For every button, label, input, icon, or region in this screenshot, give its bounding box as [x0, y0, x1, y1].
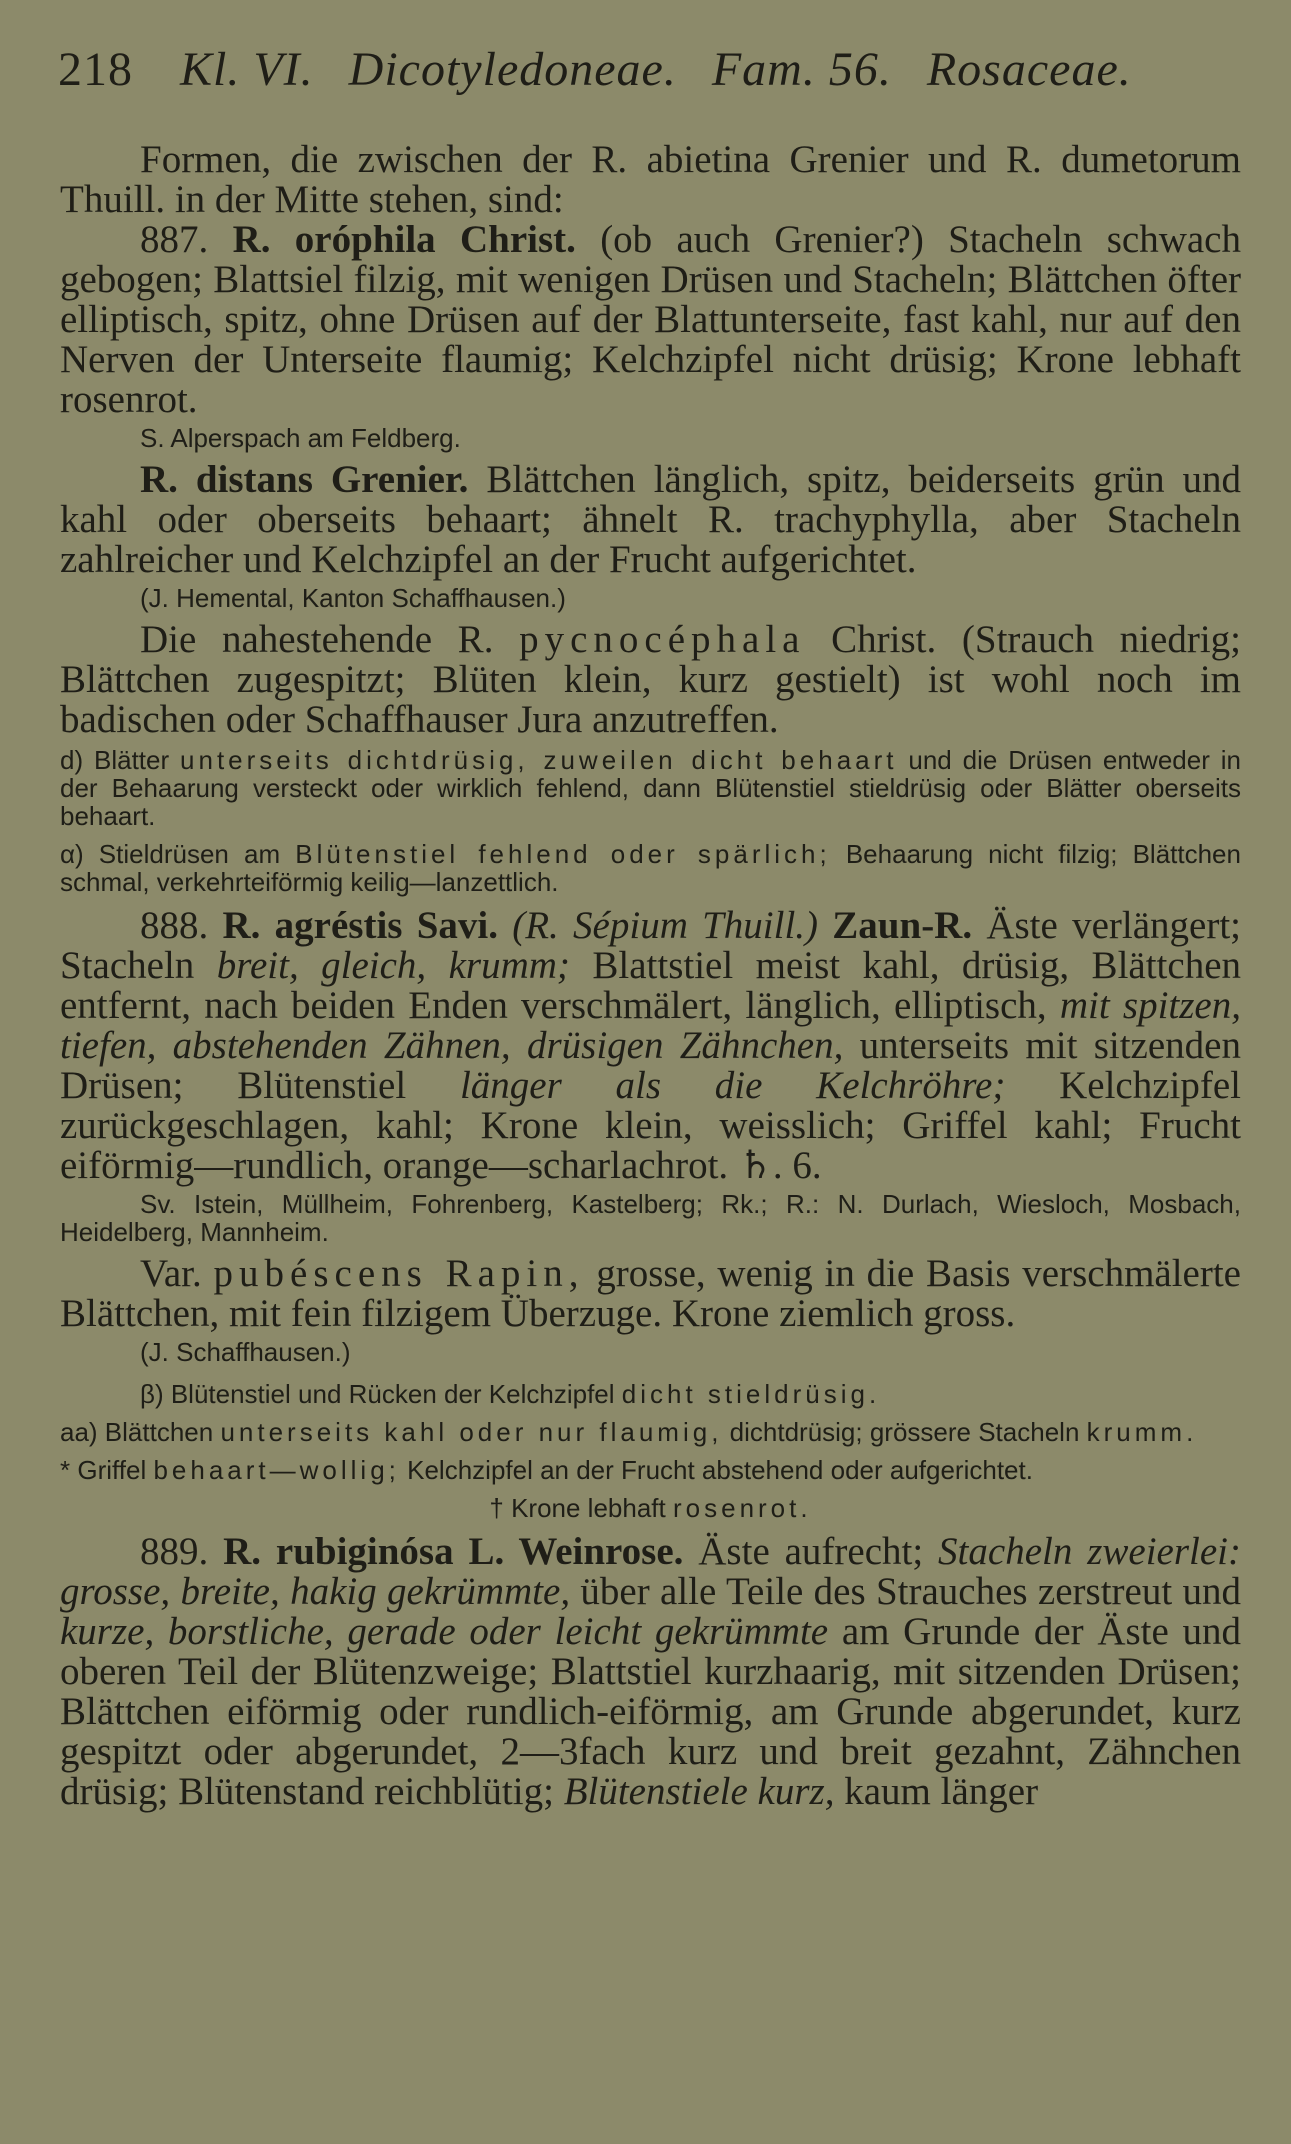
key-text: * Griffel [60, 1455, 147, 1485]
entry-text: über alle Teile des Strauches zerstreut und [580, 1570, 1242, 1613]
key-star [60, 1456, 1241, 1484]
entry-text: Var. [140, 1252, 202, 1295]
key-text-spaced: dicht stieldrüsig. [621, 1379, 881, 1409]
key-dagger [60, 1494, 1241, 1522]
entry-889 [60, 1532, 1241, 1812]
locality: Sv. Istein, Müllheim, Fohrenberg, Kastelberg; Rk.; R.: N. Durlach, Wiesloch, Mosbach, Heidelberg, Mannheim. [60, 1189, 1241, 1247]
entry-text: Äste aufrecht; [698, 1530, 924, 1573]
entry-italic: länger als die Kelchröhre; [459, 1064, 1006, 1107]
key-d [60, 746, 1241, 830]
synonym: (R. Sépium Thuill.) [512, 904, 819, 947]
page-number: 218 [58, 43, 133, 96]
entry-text: unterseits mit sitzenden Drüsen; Blütenstiel [60, 1024, 1241, 1107]
key-text: † Krone lebhaft [489, 1493, 666, 1523]
entry-text: Blattstiel meist kahl, drüsig, Blättchen entfernt, nach beiden Enden verschmälert, länglich, elliptisch, [60, 944, 1242, 1027]
locality: (J. Schaffhausen.) [140, 1337, 351, 1367]
key-aa [60, 1418, 1241, 1446]
running-header [58, 42, 1241, 98]
entry-text: (ob auch Grenier?) Stacheln schwach gebogen; Blattsiel filzig, mit wenigen Drüsen und Stacheln; Blättchen öfter elliptisch, spitz, ohne Drüsen auf der Blattunterseite, fast kahl, nur auf den Nerven der Unterseite flaumig; Kelchzipfel nicht drüsig; Krone lebhaft rosenrot. [60, 218, 1241, 421]
key-text-spaced: rosenrot. [672, 1493, 812, 1523]
key-alpha [60, 840, 1241, 896]
entry-text: grosse, wenig in die Basis verschmälerte Blättchen, mit fein filzigem Überzuge. Krone ziemlich gross. [60, 1252, 1241, 1335]
entry-number: 888. [140, 904, 209, 947]
locality: S. Alperspach am Feldberg. [140, 423, 461, 453]
key-beta [60, 1380, 1241, 1408]
header-subclass: Dicotyledoneae. [348, 43, 677, 96]
entry-text: Christ. (Strauch niedrig; Blättchen zugespitzt; Blüten klein, kurz gestielt) ist wohl noch im badischen oder Schaffhauser Jura anzutreffen. [60, 618, 1241, 741]
key-text: α) Stieldrüsen am [60, 839, 281, 869]
key-text: dichtdrüsig; grössere Stacheln [729, 1417, 1080, 1447]
entry-pycnocephala [60, 620, 1241, 740]
entry-number: 887. [140, 218, 209, 261]
species-name: pycnocéphala [519, 618, 806, 661]
shrub-symbol: ♄. 6. [737, 1144, 822, 1187]
entry-text: Kelchzipfel zurückgeschlagen, kahl; Krone klein, weisslich; Griffel kahl; Frucht eiförmig—rundlich, orange—scharlachrot. [60, 1064, 1242, 1187]
entry-italic: breit, gleich, krumm; [216, 944, 570, 987]
entry-number: 889. [140, 1530, 209, 1573]
key-text: aa) Blättchen [60, 1417, 214, 1447]
header-class: Kl. VI. [180, 43, 314, 96]
key-text-spaced: krumm. [1086, 1417, 1198, 1447]
species-name: R. distans Grenier. [140, 458, 469, 501]
entry-text: am Grunde der Äste und oberen Teil der Blütenzweige; Blattstiel kurzhaarig, mit sitzenden Drüsen; Blättchen eiförmig oder rundlich-eiförmig, am Grunde abgerundet, kurz gespitzt oder abgerundet, 2—3fach kurz und breit gezahnt, Zähnchen drüsig; Blütenstand reichblütig; [60, 1610, 1242, 1813]
entry-text: kaum länger [844, 1770, 1039, 1813]
key-text-spaced: unterseits dichtdrüsig, zuweilen dicht behaart [180, 745, 898, 775]
intro-paragraph: Formen, die zwischen der R. abietina Grenier und R. dumetorum Thuill. in der Mitte stehen, sind: [60, 138, 1241, 221]
header-family-label: Fam. 56. [711, 43, 892, 96]
entry-text: Blättchen länglich, spitz, beiderseits grün und kahl oder oberseits behaart; ähnelt R. trachyphylla, aber Stacheln zahlreicher und Kelchzipfel an der Frucht aufgerichtet. [60, 458, 1242, 581]
common-name: Zaun-R. [832, 904, 973, 947]
entry-distans [60, 460, 1241, 580]
entry-text: Die nahestehende R. [140, 618, 494, 661]
entry-888 [60, 906, 1241, 1186]
species-name: R. oróphila Christ. [232, 218, 576, 261]
variety-name: pubéscens Rapin, [213, 1252, 585, 1295]
key-text-spaced: unterseits kahl oder nur flaumig, [220, 1417, 723, 1447]
species-name: R. rubiginósa L. Weinrose. [223, 1530, 684, 1573]
entry-887 [60, 220, 1241, 420]
entry-italic: Stacheln zweierlei: grosse, breite, hakig gekrümmte, [60, 1530, 1241, 1613]
header-family: Rosaceae. [926, 43, 1132, 96]
entry-text: Äste verlängert; Stacheln [60, 904, 1241, 987]
entry-italic: Blütenstiele kurz, [563, 1770, 835, 1813]
species-name: R. agréstis Savi. [222, 904, 498, 947]
entry-var-pubescens [60, 1254, 1241, 1334]
entry-italic: kurze, borstliche, gerade oder leicht gekrümmte [60, 1610, 829, 1653]
key-text-spaced: Blütenstiel fehlend oder spärlich; [295, 839, 831, 869]
key-text: und die Drüsen entweder in der Behaarung versteckt oder wirklich fehlend, dann Blütenstiel stieldrüsig oder Blätter oberseits behaart. [60, 745, 1241, 831]
key-text: β) Blütenstiel und Rücken der Kelchzipfel [140, 1379, 615, 1409]
key-text: d) Blätter [60, 745, 170, 775]
locality: (J. Hemental, Kanton Schaffhausen.) [140, 583, 566, 613]
key-text: Kelchzipfel an der Frucht abstehend oder aufgerichtet. [407, 1455, 1033, 1485]
page-body [60, 140, 1241, 1812]
key-text: Behaarung nicht filzig; Blättchen schmal, verkehrteiförmig keilig—lanzettlich. [60, 839, 1241, 897]
entry-italic: mit spitzen, tiefen, abstehenden Zähnen, drüsigen Zähnchen, [60, 984, 1241, 1067]
key-text-spaced: behaart—wollig; [153, 1455, 400, 1485]
